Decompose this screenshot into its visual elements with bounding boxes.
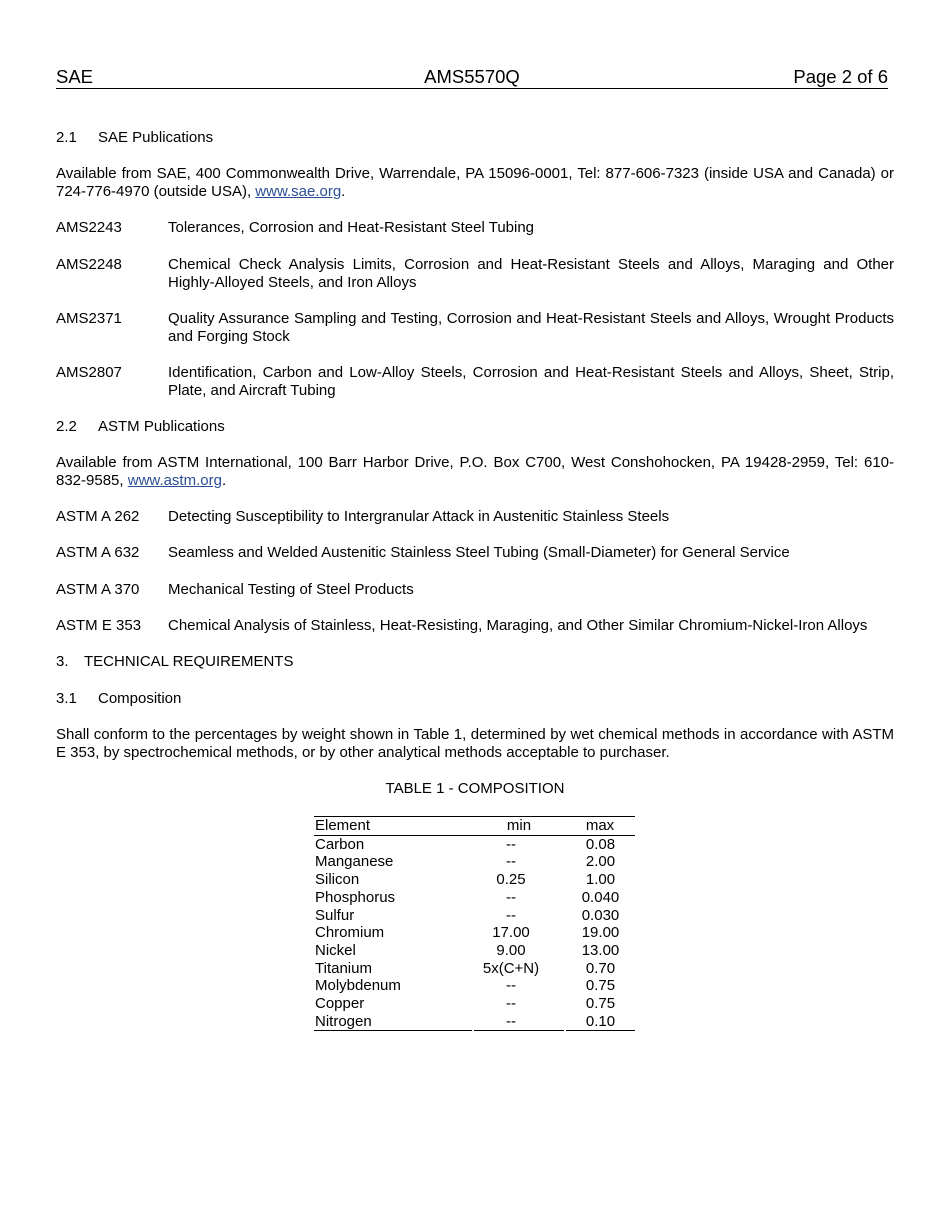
table-row bbox=[314, 977, 635, 995]
table-row bbox=[314, 960, 635, 978]
page-header bbox=[56, 66, 888, 89]
cell-element: Molybdenum bbox=[315, 977, 401, 995]
table-row bbox=[314, 995, 635, 1013]
header-doc-number: AMS5570Q bbox=[424, 66, 520, 87]
cell-min: -- bbox=[506, 977, 516, 995]
section-title: SAE Publications bbox=[98, 129, 214, 146]
section-number: 3. bbox=[56, 653, 69, 670]
cell-max: 0.75 bbox=[585, 995, 616, 1012]
sae-website-link[interactable]: www.sae.org bbox=[255, 183, 342, 200]
reference-code: ASTM A 262 bbox=[56, 508, 140, 525]
cell-max: 13.00 bbox=[581, 941, 620, 959]
reference-description: Detecting Susceptibility to Intergranular Attack in Austenitic Stainless Steels bbox=[168, 508, 670, 525]
reference-description: Tolerances, Corrosion and Heat-Resistant Steel Tubing bbox=[168, 219, 535, 236]
composition-paragraph: Shall conform to the percentages by weight shown in Table 1, determined by wet chemical methods in accordance with ASTM E 353, by spectrochemical methods, or by other analytical methods acceptable to purchaser. bbox=[56, 726, 894, 761]
table-header-row bbox=[314, 817, 635, 836]
sae-availability-paragraph: Available from SAE, 400 Commonwealth Drive, Warrendale, PA 15096-0001, Tel: 877-606-7323 (inside USA and Canada) or 724-776-4970 (outside USA), www.sae.org. bbox=[56, 165, 894, 200]
reference-description: Chemical Check Analysis Limits, Corrosion and Heat-Resistant Steels and Alloys, Maraging and Other Highly-Alloyed Steels, and Iron Alloys bbox=[168, 256, 894, 291]
cell-max: 0.75 bbox=[585, 977, 616, 995]
reference-description: Mechanical Testing of Steel Products bbox=[168, 581, 414, 598]
rule-gap bbox=[472, 1014, 474, 1032]
cell-element: Carbon bbox=[315, 835, 365, 853]
cell-min: 0.25 bbox=[496, 871, 526, 889]
cell-min: -- bbox=[506, 995, 516, 1012]
reference-code: AMS2243 bbox=[56, 219, 122, 236]
section-3-heading bbox=[56, 653, 293, 671]
header-max: max bbox=[585, 817, 615, 834]
table-row bbox=[314, 836, 635, 854]
cell-max: 0.10 bbox=[585, 1012, 616, 1030]
cell-min: 9.00 bbox=[496, 941, 526, 959]
section-title: Composition bbox=[98, 690, 182, 707]
table-row bbox=[314, 871, 635, 889]
table-row bbox=[314, 924, 635, 942]
astm-availability-paragraph: Available from ASTM International, 100 Barr Harbor Drive, P.O. Box C700, West Conshohocken, PA 19428-2959, Tel: 610-832-9585, www.astm.org. bbox=[56, 454, 894, 489]
reference-code: AMS2807 bbox=[56, 364, 122, 381]
section-number: 2.2 bbox=[56, 418, 77, 435]
cell-min: 17.00 bbox=[492, 924, 530, 942]
cell-max: 0.08 bbox=[585, 835, 616, 853]
cell-element: Phosphorus bbox=[315, 888, 396, 906]
reference-ams2243 bbox=[56, 219, 894, 237]
section-2-2-heading bbox=[56, 418, 225, 436]
section-3-1-heading bbox=[56, 690, 181, 708]
cell-min: -- bbox=[506, 853, 516, 871]
reference-ams2248 bbox=[56, 256, 894, 292]
cell-min: -- bbox=[506, 835, 516, 853]
availability-text: Available from SAE, 400 Commonwealth Drive, Warrendale, PA 15096-0001, Tel: 877-606-7323 (inside USA and Canada) or 724-776-4970 (outside USA), bbox=[56, 165, 894, 200]
cell-element: Titanium bbox=[315, 959, 372, 977]
header-element: Element bbox=[315, 817, 371, 834]
cell-element: Manganese bbox=[315, 853, 394, 871]
reference-code: ASTM A 370 bbox=[56, 581, 140, 598]
rule-gap bbox=[564, 1014, 566, 1032]
reference-astm-a632 bbox=[56, 544, 894, 562]
cell-max: 19.00 bbox=[581, 924, 620, 942]
table-row bbox=[314, 889, 635, 907]
header-page-number: Page 2 of 6 bbox=[793, 66, 888, 87]
header-min: min bbox=[506, 817, 532, 834]
cell-element: Nitrogen bbox=[315, 1012, 372, 1030]
table-row bbox=[314, 853, 635, 871]
table-caption: TABLE 1 - COMPOSITION bbox=[385, 780, 565, 797]
reference-description: Identification, Carbon and Low-Alloy Steels, Corrosion and Heat-Resistant Steels and Alloys, Sheet, Strip, Plate, and Aircraft Tubing bbox=[168, 364, 894, 399]
reference-code: ASTM A 632 bbox=[56, 544, 140, 561]
reference-code: AMS2371 bbox=[56, 310, 122, 327]
reference-description: Seamless and Welded Austenitic Stainless Steel Tubing (Small-Diameter) for General Service bbox=[168, 544, 790, 561]
cell-max: 1.00 bbox=[585, 871, 616, 889]
cell-max: 2.00 bbox=[585, 853, 616, 871]
reference-astm-a370 bbox=[56, 581, 894, 599]
table-row bbox=[314, 1013, 635, 1032]
section-number: 3.1 bbox=[56, 690, 77, 707]
table-row bbox=[314, 907, 635, 925]
table-row bbox=[314, 942, 635, 960]
cell-element: Chromium bbox=[315, 924, 385, 942]
section-number: 2.1 bbox=[56, 129, 77, 146]
cell-min: 5x(C+N) bbox=[482, 959, 540, 977]
cell-min: -- bbox=[506, 906, 516, 924]
cell-max: 0.70 bbox=[585, 959, 616, 977]
cell-max: 0.040 bbox=[581, 888, 620, 906]
cell-min: -- bbox=[506, 1012, 516, 1030]
cell-max: 0.030 bbox=[581, 906, 620, 924]
cell-element: Copper bbox=[315, 995, 365, 1012]
cell-element: Silicon bbox=[315, 871, 360, 889]
reference-astm-e353 bbox=[56, 617, 894, 635]
reference-description: Chemical Analysis of Stainless, Heat-Resisting, Maraging, and Other Similar Chromium-Nickel-Iron Alloys bbox=[168, 617, 868, 634]
header-org: SAE bbox=[56, 66, 94, 87]
section-title: TECHNICAL REQUIREMENTS bbox=[84, 653, 294, 670]
cell-element: Sulfur bbox=[315, 906, 355, 924]
reference-ams2807 bbox=[56, 364, 894, 400]
reference-ams2371 bbox=[56, 310, 894, 346]
reference-astm-a262 bbox=[56, 508, 894, 526]
cell-min: -- bbox=[506, 888, 516, 906]
section-2-1-heading bbox=[56, 129, 213, 147]
cell-element: Nickel bbox=[315, 941, 356, 959]
astm-website-link[interactable]: www.astm.org bbox=[127, 472, 222, 489]
reference-code: AMS2248 bbox=[56, 256, 122, 273]
reference-description: Quality Assurance Sampling and Testing, Corrosion and Heat-Resistant Steels and Alloys, Wrought Products and Forging Stock bbox=[168, 310, 894, 345]
availability-text: Available from ASTM International, 100 Barr Harbor Drive, P.O. Box C700, West Conshohocken, PA 19428-2959, Tel: 610-832-9585, bbox=[56, 454, 894, 489]
section-title: ASTM Publications bbox=[98, 418, 225, 435]
reference-code: ASTM E 353 bbox=[56, 617, 142, 634]
